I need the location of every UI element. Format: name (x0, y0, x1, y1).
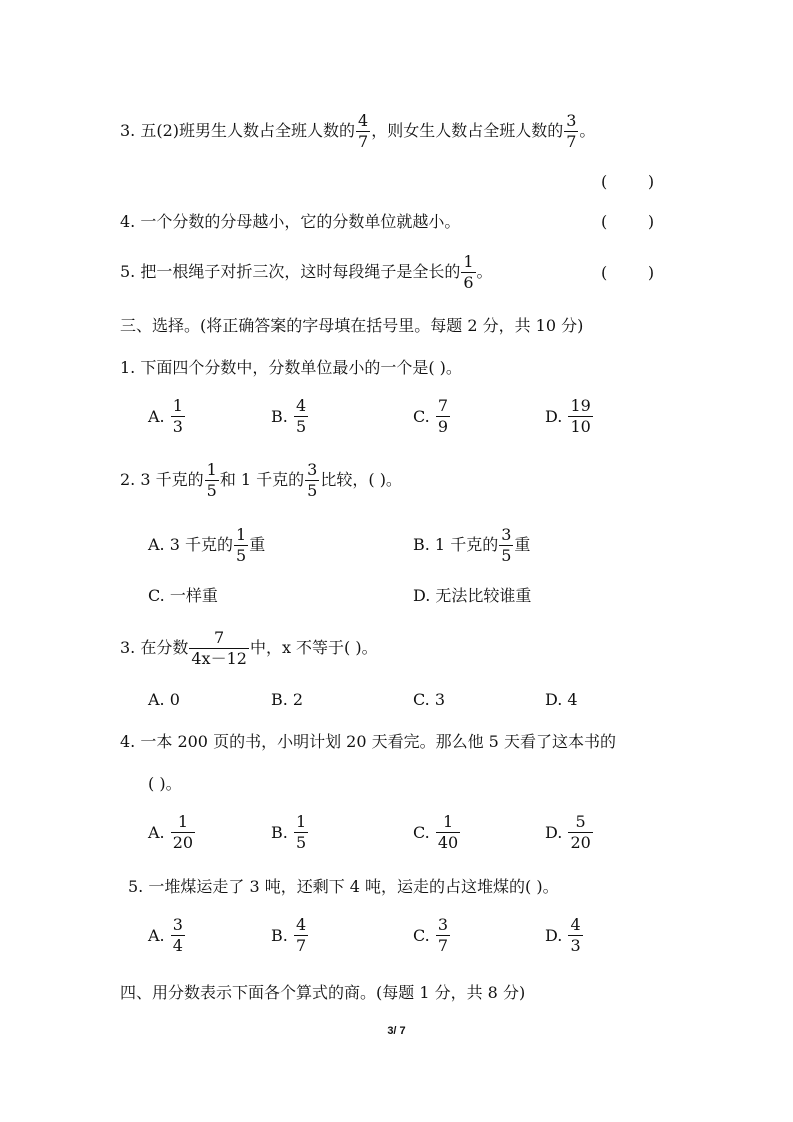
choice-q5-option-d[interactable]: D. $\frac{4}{3}$ (545, 915, 581, 955)
choice-q5-option-a[interactable]: A. $\frac{3}{4}$ (148, 915, 183, 955)
fraction-option: $\frac{3}{5}$ (501, 525, 512, 565)
judge-question-4: 4. 一个分数的分母越小，它的分数单位就越小。 (120, 212, 461, 231)
fraction-option: $\frac{1}{20}$ (172, 812, 194, 852)
fraction-7-over-4x-12: $\frac{7}{4x-12}$ (191, 628, 247, 668)
judge-q3-suffix: 。 (579, 121, 596, 140)
judge-question-5 (120, 254, 493, 291)
fraction-4-7: $\frac{4}{7}$ (358, 111, 369, 151)
fraction-option: $\frac{3}{4}$ (172, 915, 183, 955)
judge-q4-answer-blank[interactable]: ( ) (601, 212, 655, 231)
choice-q2-option-d[interactable]: D. 无法比较谁重 (413, 586, 532, 605)
choice-question-2: 2. 3 千克的 $\frac{1}{5}$ 和 1 千克的 $\frac{3}{5}$ 比较，( )。 (120, 460, 402, 500)
choice-q3-option-b[interactable]: B. 2 (271, 690, 304, 709)
choice-question-1: 1. 下面四个分数中，分数单位最小的一个是( )。 (120, 358, 462, 377)
judge-q3-answer-blank[interactable]: ( ) (601, 172, 655, 191)
choice-q3-option-c[interactable]: C. 3 (413, 690, 446, 709)
choice-q4-option-b[interactable]: B. $\frac{1}{5}$ (271, 812, 307, 852)
judge-q5-prefix: 5. 把一根绳子对折三次，这时每段绳子是全长的 (120, 262, 461, 281)
fraction-option: $\frac{4}{3}$ (570, 915, 581, 955)
fraction-option: $\frac{1}{5}$ (295, 812, 307, 852)
choice-q3-option-d[interactable]: D. 4 (545, 690, 578, 709)
fraction-3-7: $\frac{3}{7}$ (566, 111, 577, 151)
choice-q3-option-a[interactable]: A. 0 (148, 690, 180, 709)
choice-question-4: 4. 一本 200 页的书，小明计划 20 天看完。那么他 5 天看了这本书的 (120, 732, 616, 751)
choice-q4-option-a[interactable]: A. $\frac{1}{20}$ (148, 812, 194, 852)
fraction-1-6: $\frac{1}{6}$ (463, 252, 474, 292)
fraction-option: $\frac{1}{40}$ (437, 812, 459, 852)
fraction-option: $\frac{4}{5}$ (295, 396, 307, 436)
choice-question-5: 5. 一堆煤运走了 3 吨，还剩下 4 吨，运走的占这堆煤的( )。 (128, 877, 559, 896)
fraction-option: $\frac{3}{7}$ (437, 915, 449, 955)
fraction-option: $\frac{1}{5}$ (236, 525, 247, 565)
judge-question-3 (120, 113, 595, 150)
fraction-option: $\frac{5}{20}$ (570, 812, 591, 852)
choice-q2-option-b[interactable]: B. 1 千克的 $\frac{3}{5}$ 重 (413, 525, 531, 565)
choice-q2-option-c[interactable]: C. 一样重 (148, 586, 218, 605)
choice-q4-option-d[interactable]: D. $\frac{5}{20}$ (545, 812, 591, 852)
fraction-option: $\frac{19}{10}$ (570, 396, 591, 436)
choice-question-3: 3. 在分数 $\frac{7}{4x-12}$ 中，x 不等于( )。 (120, 628, 378, 668)
fraction-1-5: $\frac{1}{5}$ (206, 460, 217, 500)
choice-q1-option-a[interactable]: A. $\frac{1}{3}$ (148, 396, 183, 436)
fraction-option: $\frac{4}{7}$ (295, 915, 307, 955)
choice-q1-option-d[interactable]: D. $\frac{19}{10}$ (545, 396, 591, 436)
judge-q3-mid: ，则女生人数占全班人数的 (371, 121, 564, 140)
choice-q1-option-c[interactable]: C. $\frac{7}{9}$ (413, 396, 449, 436)
section-4-heading: 四、用分数表示下面各个算式的商。(每题 1 分，共 8 分) (120, 983, 526, 1002)
judge-q5-suffix: 。 (476, 262, 493, 281)
choice-q5-option-c[interactable]: C. $\frac{3}{7}$ (413, 915, 449, 955)
fraction-option: $\frac{1}{3}$ (172, 396, 183, 436)
choice-q5-option-b[interactable]: B. $\frac{4}{7}$ (271, 915, 307, 955)
choice-q1-option-b[interactable]: B. $\frac{4}{5}$ (271, 396, 307, 436)
choice-q4-option-c[interactable]: C. $\frac{1}{40}$ (413, 812, 459, 852)
section-3-heading: 三、选择。(将正确答案的字母填在括号里。每题 2 分，共 10 分) (120, 316, 584, 335)
fraction-option: $\frac{7}{9}$ (437, 396, 449, 436)
choice-q2-option-a[interactable]: A. 3 千克的 $\frac{1}{5}$ 重 (148, 525, 266, 565)
fraction-3-5: $\frac{3}{5}$ (307, 460, 318, 500)
judge-q5-answer-blank[interactable]: ( ) (601, 263, 655, 282)
choice-question-4-blank[interactable]: ( )。 (148, 774, 182, 793)
judge-q3-prefix: 3. 五(2)班男生人数占全班人数的 (120, 121, 356, 140)
page-number: 3/ 7 (387, 1025, 406, 1037)
